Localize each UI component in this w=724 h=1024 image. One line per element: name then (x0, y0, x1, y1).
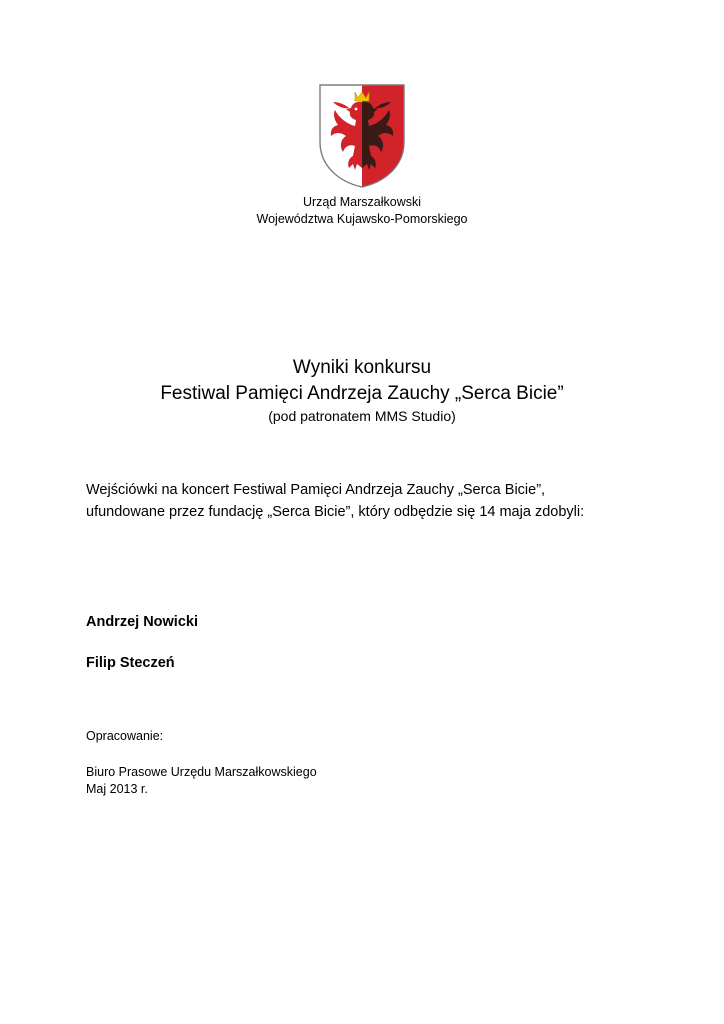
winner-name: Filip Steczeń (86, 655, 175, 671)
document-title: Wyniki konkursu (292, 357, 432, 378)
festival-title: Festiwal Pamięci Andrzeja Zauchy „Serca Bicie” (160, 383, 564, 404)
office-name-line2: Województwa Kujawsko-Pomorskiego (256, 212, 468, 226)
office-name-line1: Urząd Marszałkowski (302, 195, 422, 209)
intro-text-line2: ufundowane przez fundację „Serca Bicie”, który odbędzie się 14 maja zdobyli: (86, 504, 585, 520)
patronage-subtitle: (pod patronatem MMS Studio) (268, 408, 456, 424)
prepared-by-label: Opracowanie: (86, 729, 164, 743)
document-date: Maj 2013 r. (86, 782, 148, 796)
intro-text-line1: Wejściówki na koncert Festiwal Pamięci Andrzeja Zauchy „Serca Bicie”, (86, 482, 546, 498)
author-office: Biuro Prasowe Urzędu Marszałkowskiego (86, 765, 317, 779)
griffin-coat-of-arms-icon (319, 84, 405, 188)
winner-name: Andrzej Nowicki (86, 614, 198, 630)
